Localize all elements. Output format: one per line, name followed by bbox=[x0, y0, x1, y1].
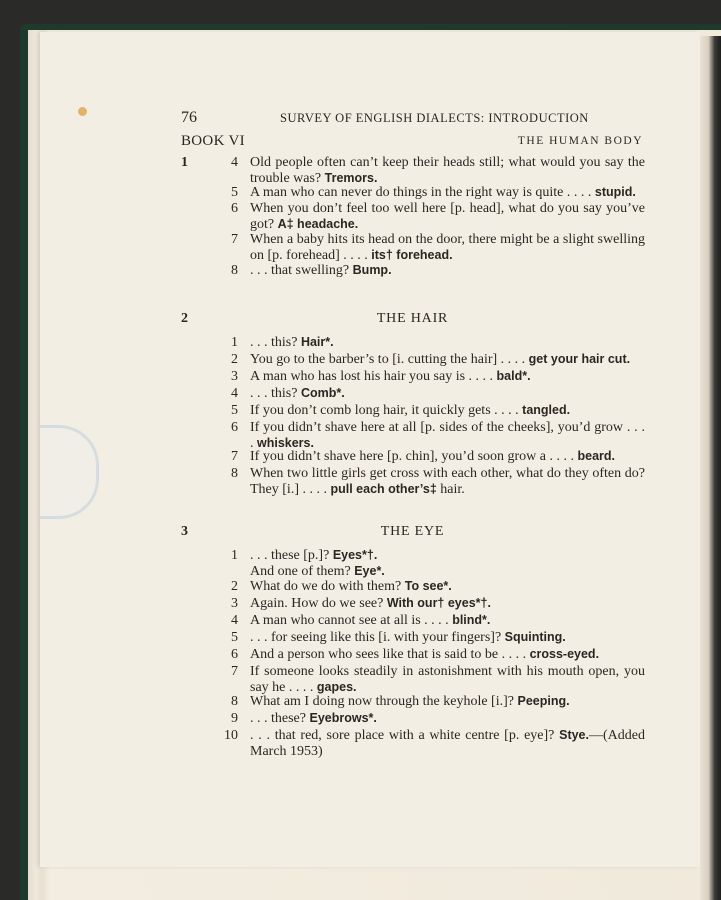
question-prompt: . . . that red, sore place with a white centre [p. eye]? bbox=[250, 728, 560, 743]
question-text bbox=[250, 185, 645, 201]
question-text bbox=[250, 579, 645, 595]
question-prompt: A man who can never do things in the right way is quite . . . . bbox=[250, 185, 595, 200]
question-text bbox=[250, 449, 645, 465]
question-number: 1 bbox=[231, 335, 238, 350]
dialect-answer: Comb*. bbox=[300, 386, 345, 400]
dialect-answer: cross-eyed. bbox=[529, 647, 600, 661]
book-label: BOOK VI bbox=[181, 133, 245, 149]
question-number: 6 bbox=[231, 647, 238, 662]
dialect-answer: Hair*. bbox=[300, 335, 334, 349]
question-prompt: Old people often can’t keep their heads still; what would you say the trouble was? bbox=[250, 155, 645, 186]
question-text bbox=[250, 728, 645, 759]
dialect-answer: Squinting. bbox=[504, 630, 566, 644]
question-number: 4 bbox=[231, 386, 238, 401]
question-text bbox=[250, 155, 645, 186]
dialect-answer: Eyes*†. bbox=[332, 548, 378, 562]
dialect-answer: Eyebrows*. bbox=[309, 711, 377, 725]
question-text bbox=[250, 420, 645, 451]
running-title: SURVEY OF ENGLISH DIALECTS: INTRODUCTION bbox=[280, 111, 589, 125]
dialect-answer: Bump. bbox=[352, 263, 392, 277]
question-number: 2 bbox=[231, 579, 238, 594]
question-prompt: A man who has lost his hair you say is . . . . bbox=[250, 369, 497, 384]
section-number: 2 bbox=[181, 311, 188, 326]
question-number: 5 bbox=[231, 185, 238, 200]
question-number: 6 bbox=[231, 201, 238, 216]
question-prompt: . . . that swelling? bbox=[250, 263, 353, 278]
dialect-answer: pull each other’s‡ bbox=[330, 481, 437, 496]
question-text bbox=[250, 369, 645, 385]
dialect-answer: blind*. bbox=[452, 613, 491, 627]
question-prompt: When a baby hits its head on the door, there might be a slight swelling on [p. forehead] . . . . bbox=[250, 232, 645, 263]
question-prompt: . . . these [p.]? bbox=[250, 548, 333, 563]
question-prompt: If someone looks steadily in astonishment with his mouth open, you say he . . . . bbox=[250, 664, 645, 695]
question-prompt: What do we do with them? bbox=[250, 579, 405, 594]
dialect-answer: gapes. bbox=[316, 679, 357, 694]
section-title: THE HAIR bbox=[376, 311, 449, 326]
section-number: 3 bbox=[181, 524, 188, 539]
question-number: 9 bbox=[231, 711, 238, 726]
question-text bbox=[250, 694, 645, 710]
question-text bbox=[250, 647, 645, 663]
dialect-answer: Tremors. bbox=[324, 170, 378, 185]
question-number: 5 bbox=[231, 403, 238, 418]
question-text bbox=[250, 335, 645, 351]
question-text bbox=[250, 386, 645, 402]
question-text bbox=[250, 664, 645, 695]
dialect-answer: bald*. bbox=[496, 369, 531, 383]
question-number: 4 bbox=[231, 613, 238, 628]
section-number: 1 bbox=[181, 155, 188, 170]
question-text bbox=[250, 201, 645, 232]
question-number: 6 bbox=[231, 420, 238, 435]
question-text bbox=[250, 548, 645, 579]
question-number: 4 bbox=[231, 155, 238, 170]
dialect-answer: its† forehead. bbox=[371, 247, 453, 262]
question-text bbox=[250, 596, 645, 612]
question-prompt: Again. How do we see? bbox=[250, 596, 387, 611]
question-prompt: When you don’t feel too well here [p. head], what do you say you’ve got? bbox=[250, 201, 645, 232]
question-number: 7 bbox=[231, 664, 238, 679]
dialect-answer: stupid. bbox=[594, 185, 636, 199]
dialect-answer: Stye. bbox=[559, 728, 589, 742]
question-prompt: If you didn’t shave here at all [p. sides of the cheeks], you’d grow . . . . bbox=[250, 420, 645, 451]
question-text bbox=[250, 232, 645, 263]
question-prompt: . . . this? bbox=[250, 386, 301, 401]
dialect-answer: Peeping. bbox=[517, 694, 570, 708]
dialect-answer: whiskers. bbox=[257, 435, 314, 450]
dialect-answer: Eye*. bbox=[354, 563, 385, 578]
question-number: 3 bbox=[231, 596, 238, 611]
question-number: 2 bbox=[231, 352, 238, 367]
question-text bbox=[250, 466, 645, 497]
question-text bbox=[250, 352, 645, 368]
question-prompt: If you don’t comb long hair, it quickly gets . . . . bbox=[250, 403, 523, 418]
question-text bbox=[250, 403, 645, 419]
question-text bbox=[250, 630, 645, 646]
question-number: 8 bbox=[231, 263, 238, 278]
dialect-answer: To see*. bbox=[404, 579, 452, 593]
question-prompt: . . . this? bbox=[250, 335, 301, 350]
dialect-answer: With our† eyes*†. bbox=[386, 596, 491, 610]
question-suffix: hair. bbox=[436, 481, 465, 497]
dialect-answer: tangled. bbox=[522, 403, 571, 417]
question-number: 7 bbox=[231, 449, 238, 464]
dialect-answer: beard. bbox=[577, 449, 616, 463]
question-prompt: You go to the barber’s to [i. cutting the hair] . . . . bbox=[250, 352, 529, 367]
page-number: 76 bbox=[181, 109, 197, 126]
dialect-answer: A‡ headache. bbox=[277, 216, 359, 231]
question-number: 3 bbox=[231, 369, 238, 384]
question-number: 5 bbox=[231, 630, 238, 645]
book-gutter bbox=[700, 36, 721, 900]
question-suffix: —(Added March 1953) bbox=[250, 728, 645, 759]
question-number: 7 bbox=[231, 232, 238, 247]
question-prompt: . . . these? bbox=[250, 711, 310, 726]
question-text bbox=[250, 613, 645, 629]
question-number: 10 bbox=[224, 728, 238, 743]
question-prompt: A man who cannot see at all is . . . . bbox=[250, 613, 453, 628]
question-prompt: And a person who sees like that is said to be . . . . bbox=[250, 647, 530, 662]
question-number: 8 bbox=[231, 694, 238, 709]
question-prompt: When two little girls get cross with each other, what do they often do? They [i.] . . . . bbox=[250, 466, 645, 497]
question-prompt: . . . for seeing like this [i. with your fingers]? bbox=[250, 630, 505, 645]
dialect-answer: get your hair cut. bbox=[528, 352, 631, 366]
question-prompt: What am I doing now through the keyhole [i.]? bbox=[250, 694, 518, 709]
question-number: 8 bbox=[231, 466, 238, 481]
question-prompt: And one of them? bbox=[250, 563, 355, 579]
marker-dot bbox=[78, 107, 87, 116]
section-title: THE EYE bbox=[380, 524, 445, 539]
question-text bbox=[250, 263, 645, 279]
question-prompt: If you didn’t shave here [p. chin], you’d soon grow a . . . . bbox=[250, 449, 578, 464]
question-number: 1 bbox=[231, 548, 238, 563]
section-heading: THE HUMAN BODY bbox=[517, 135, 643, 147]
question-text bbox=[250, 711, 645, 727]
